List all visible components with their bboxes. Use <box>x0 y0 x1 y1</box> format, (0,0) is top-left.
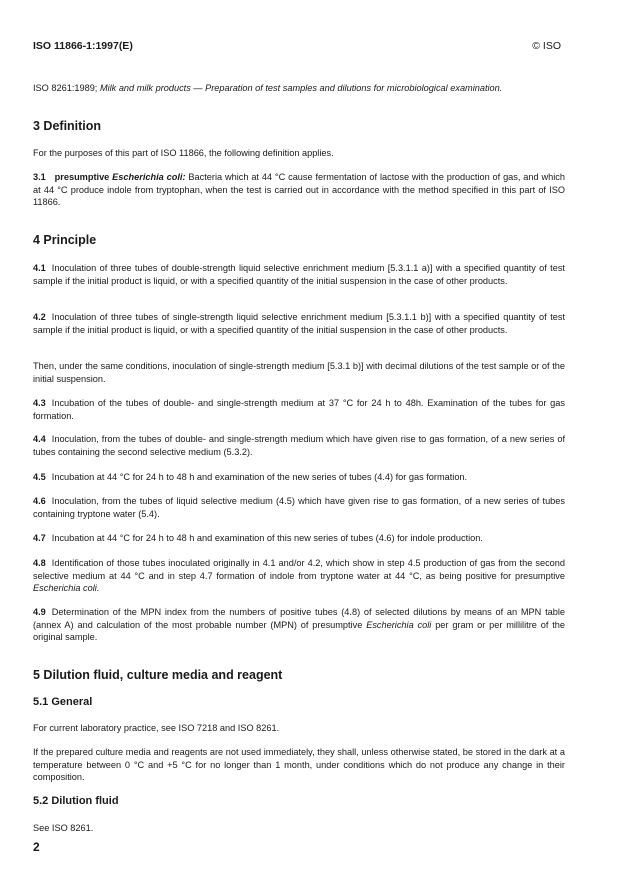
definition-term: Escherichia coli: <box>112 172 186 182</box>
clause-4-9 <box>33 606 565 644</box>
clause-number: 4.3 <box>33 398 46 408</box>
clause-number: 4.6 <box>33 496 46 506</box>
header-copyright: © ISO <box>532 40 561 52</box>
section-3-heading: 3 Definition <box>33 119 102 133</box>
section-5-heading: 5 Dilution fluid, culture media and reagent <box>33 668 283 682</box>
clause-text-end: per gram or per millilitre of the original sample. <box>33 619 565 642</box>
page-number: 2 <box>33 840 40 854</box>
subsection-5-1-heading: 5.1 General <box>33 696 93 708</box>
clause-4-2-continued: Then, under the same conditions, inoculation of single-strength medium [5.3.1 b)] with decimal dilutions of the test sample or of the initial suspension. <box>33 361 565 384</box>
organism-name: Escherichia coli <box>366 619 432 630</box>
clause-number: 4.2 <box>33 312 46 322</box>
reference-title: Milk and milk products — Preparation of test samples and dilutions for microbiological examination. <box>99 83 503 93</box>
clause-text: Inoculation, from the tubes of liquid selective medium (4.5) which have given rise to gas formation, of a new series of tubes containing tryptone water (5.4). <box>33 496 565 519</box>
definition-term-prefix: presumptive <box>54 172 110 182</box>
normative-reference <box>33 82 565 95</box>
clause-text: Identification of those tubes inoculated originally in 4.1 and/or 4.2, which show in step 4.5 production of gas from the second selective medium at 44 °C and in step 4.7 formation of indole from tryptone water at 44 °C, as being positive for presumptive <box>33 558 565 581</box>
definition-text: Bacteria which at 44 °C cause fermentation of lactose with the production of gas, and which at 44 °C produce indole from tryptophan, when the test is carried out in accordance with the method specified in this part of ISO 11866. <box>33 172 565 207</box>
clause-text: Determination of the MPN index from the numbers of positive tubes (4.8) of selected dilutions by means of an MPN table (annex A) and calculation of the most probable number (MPN) of presumptive <box>33 607 565 630</box>
subsection-5-1-para-1: For current laboratory practice, see ISO 7218 and ISO 8261. <box>33 723 280 733</box>
clause-4-5 <box>33 471 565 484</box>
clause-text: Incubation at 44 °C for 24 h to 48 h and examination of this new series of tubes (4.6) for indole production. <box>51 533 483 543</box>
subsection-5-2-heading: 5.2 Dilution fluid <box>33 795 119 807</box>
clause-4-8 <box>33 557 565 595</box>
clause-number: 4.7 <box>33 533 46 543</box>
clause-4-7 <box>33 532 565 545</box>
header-standard-id: ISO 11866-1:1997(E) <box>33 40 133 52</box>
clause-number: 4.5 <box>33 472 46 482</box>
clause-4-4 <box>33 433 565 458</box>
clause-text: Inoculation of three tubes of double-strength liquid selective enrichment medium [5.3.1.1 a)] with a specified quantity of test sample if the initial product is liquid, or with a specified quantity of the initial suspension in the case of other products. <box>33 263 565 286</box>
definition-number: 3.1 <box>33 172 46 182</box>
clause-text: Incubation of the tubes of double- and single-strength medium at 37 °C for 24 h to 48h. Examination of the tubes for gas formation. <box>33 398 565 421</box>
clause-text: Inoculation, from the tubes of double- and single-strength medium which have given rise to gas formation, of a new series of tubes containing the second selective medium (5.3.2). <box>33 434 565 457</box>
clause-4-1 <box>33 262 565 287</box>
clause-4-3 <box>33 397 565 422</box>
subsection-5-1-para-2: If the prepared culture media and reagents are not used immediately, they shall, unless otherwise stated, be stored in the dark at a temperature between 0 °C and +5 °C for no longer than 1 month, under conditions which do not produce any change in their composition. <box>33 747 565 782</box>
definition-3-1 <box>33 171 565 209</box>
organism-name: Escherichia coli. <box>33 583 100 593</box>
subsection-5-2-para-1: See ISO 8261. <box>33 823 94 833</box>
clause-text: Inoculation of three tubes of single-strength liquid selective enrichment medium [5.3.1.1 b)] with a specified quantity of test sample if the initial product is liquid, or with a specified quantity of the initial suspension in the case of other products. <box>33 312 565 335</box>
section-3-intro: For the purposes of this part of ISO 11866, the following definition applies. <box>33 148 334 158</box>
reference-number: ISO 8261:1989; <box>33 83 98 93</box>
clause-4-2 <box>33 311 565 336</box>
clause-text: Incubation at 44 °C for 24 h to 48 h and examination of the new series of tubes (4.4) for gas formation. <box>51 472 468 482</box>
clause-number: 4.4 <box>33 434 46 444</box>
clause-4-6 <box>33 495 565 520</box>
clause-number: 4.9 <box>33 607 46 617</box>
section-4-heading: 4 Principle <box>33 233 97 247</box>
clause-number: 4.1 <box>33 263 46 273</box>
clause-number: 4.8 <box>33 558 46 568</box>
